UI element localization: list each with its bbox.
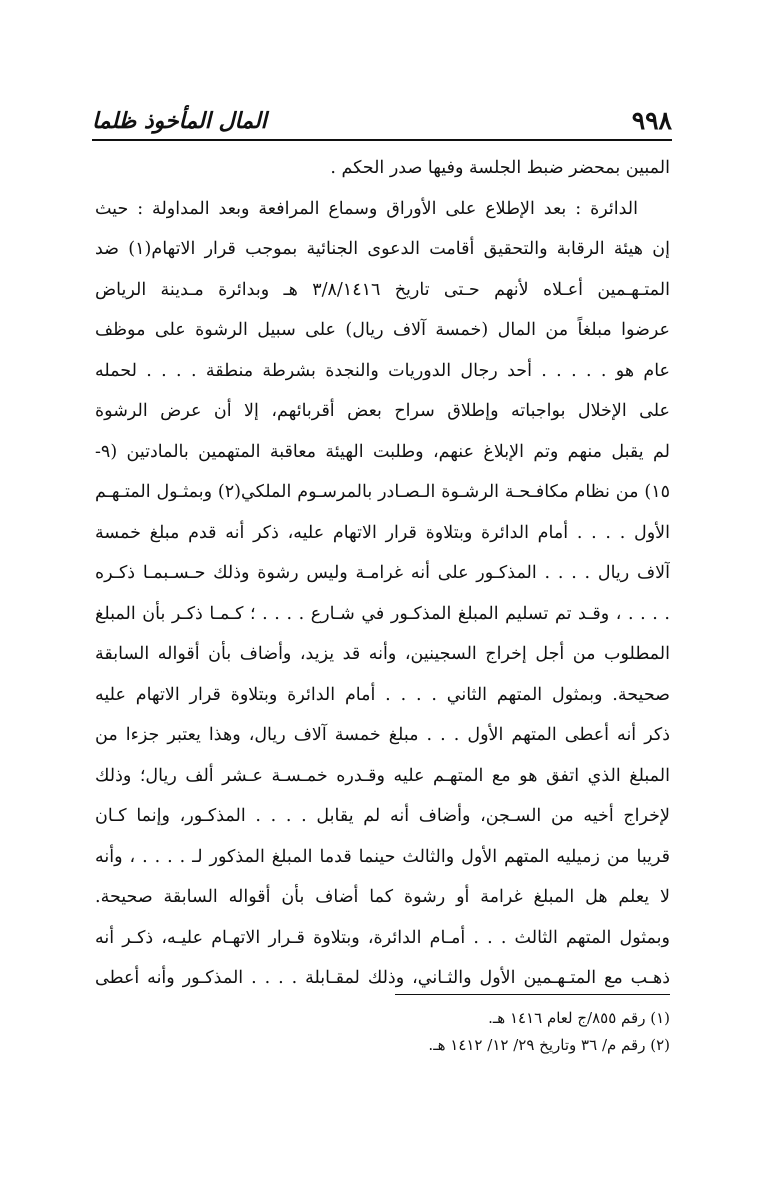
text-line: المطلوب من أجل إخراج السجينين، وأنه قد يزيد، وأضاف بأن أقواله السابقة [95,644,670,664]
body-text [95,148,670,999]
text-line: ذكر أنه أعطى المتهم الأول . . . مبلغ خمسة آلاف ريال، وهذا يعتبر جزءا من [95,725,670,745]
footnote-separator [395,994,670,995]
text-line: . . . . ، وقـد تم تسليم المبلغ المذكـور في شـارع . . . . ؛ كـمـا ذكـر بأن المبلغ [95,603,670,624]
text-line: لإخراج أخيه من السـجن، وأضاف أنه لم يقابل . . . . المذكـور، وإنما كـان [95,806,670,826]
text-line: الأول . . . . أمام الدائرة وبتلاوة قرار الاتهام عليه، ذكر أنه قدم مبلغ خمسة [95,522,670,543]
page-header [92,101,672,141]
text-line: ذهـب مع المتـهـمين الأول والثـاني، وذلك لمقـابلة . . . . المذكـور وأنه أعطى [95,968,670,988]
header-rule [92,139,672,141]
text-line: الدائرة : بعد الإطلاع على الأوراق وسماع المرافعة وبعد المداولة : حيث [95,198,638,219]
text-line: صحيحة. وبمثول المتهم الثاني . . . . أمام الدائرة وبتلاوة قرار الاتهام عليه [95,684,670,705]
footnotes [300,1005,670,1059]
running-title: المال المأخوذ ظلما [92,108,267,134]
page-number: ٩٩٨ [631,106,672,135]
text-line: قريبا من زميليه المتهم الأول والثالث حينما قدما المبلغ المذكور لـ . . . . ، وأنه [95,846,670,867]
text-line: ١٥) من نظام مكافـحـة الرشـوة الـصـادر بالمرسـوم الملكي(٢) وبمثـول المتـهـم [95,482,670,502]
text-line: على الإخلال بواجباته وإطلاق سراح بعض أقربائهم، إلا أن عرض الرشوة [95,401,670,421]
text-line: عرضوا مبلغاً من المال (خمسة آلاف ريال) على سبيل الرشوة على موظف [95,320,670,340]
text-line: وبمثول المتهم الثالث . . . أمـام الدائرة، وبتلاوة قـرار الاتهـام عليـه، ذكـر أنه [95,927,670,948]
text-line: المبين بمحضر ضبط الجلسة وفيها صدر الحكم . [330,158,670,178]
footnote-item: (١) رقم ٨٥٥/ج لعام ١٤١٦ هـ. [488,1009,670,1027]
text-line: المبلغ الذي اتفق هو مع المتهـم عليه وقـدره خمـسـة عـشر ألف ريال؛ وذلك [95,765,670,786]
text-line: إن هيئة الرقابة والتحقيق أقامت الدعوى الجنائية بموجب قرار الاتهام(١) ضد [95,239,670,259]
text-line: لا يعلم هل المبلغ غرامة أو رشوة كما أضاف بأن أقواله السابقة صحيحة. [95,887,670,907]
text-line: المتـهـمين أعـلاه لأنهم حـتى تاريخ ٣/٨/١٤١٦ هـ وبدائرة مـدينة الرياض [95,279,670,300]
text-line: لم يقبل منهم وتم الإبلاغ عنهم، وطلبت الهيئة معاقبة المتهمين بالمادتين (٩- [95,441,670,462]
text-line: عام هو . . . . . أحد رجال الدوريات والنجدة بشرطة منطقة . . . . لحمله [95,360,670,381]
text-line: آلاف ريال . . . . المذكـور على أنه غرامـة وليس رشوة وذلك حـسـبمـا ذكـره [95,563,670,583]
footnote-item: (٢) رقم م/ ٣٦ وتاريخ ٢٩/ ١٢/ ١٤١٢ هـ. [428,1036,670,1054]
